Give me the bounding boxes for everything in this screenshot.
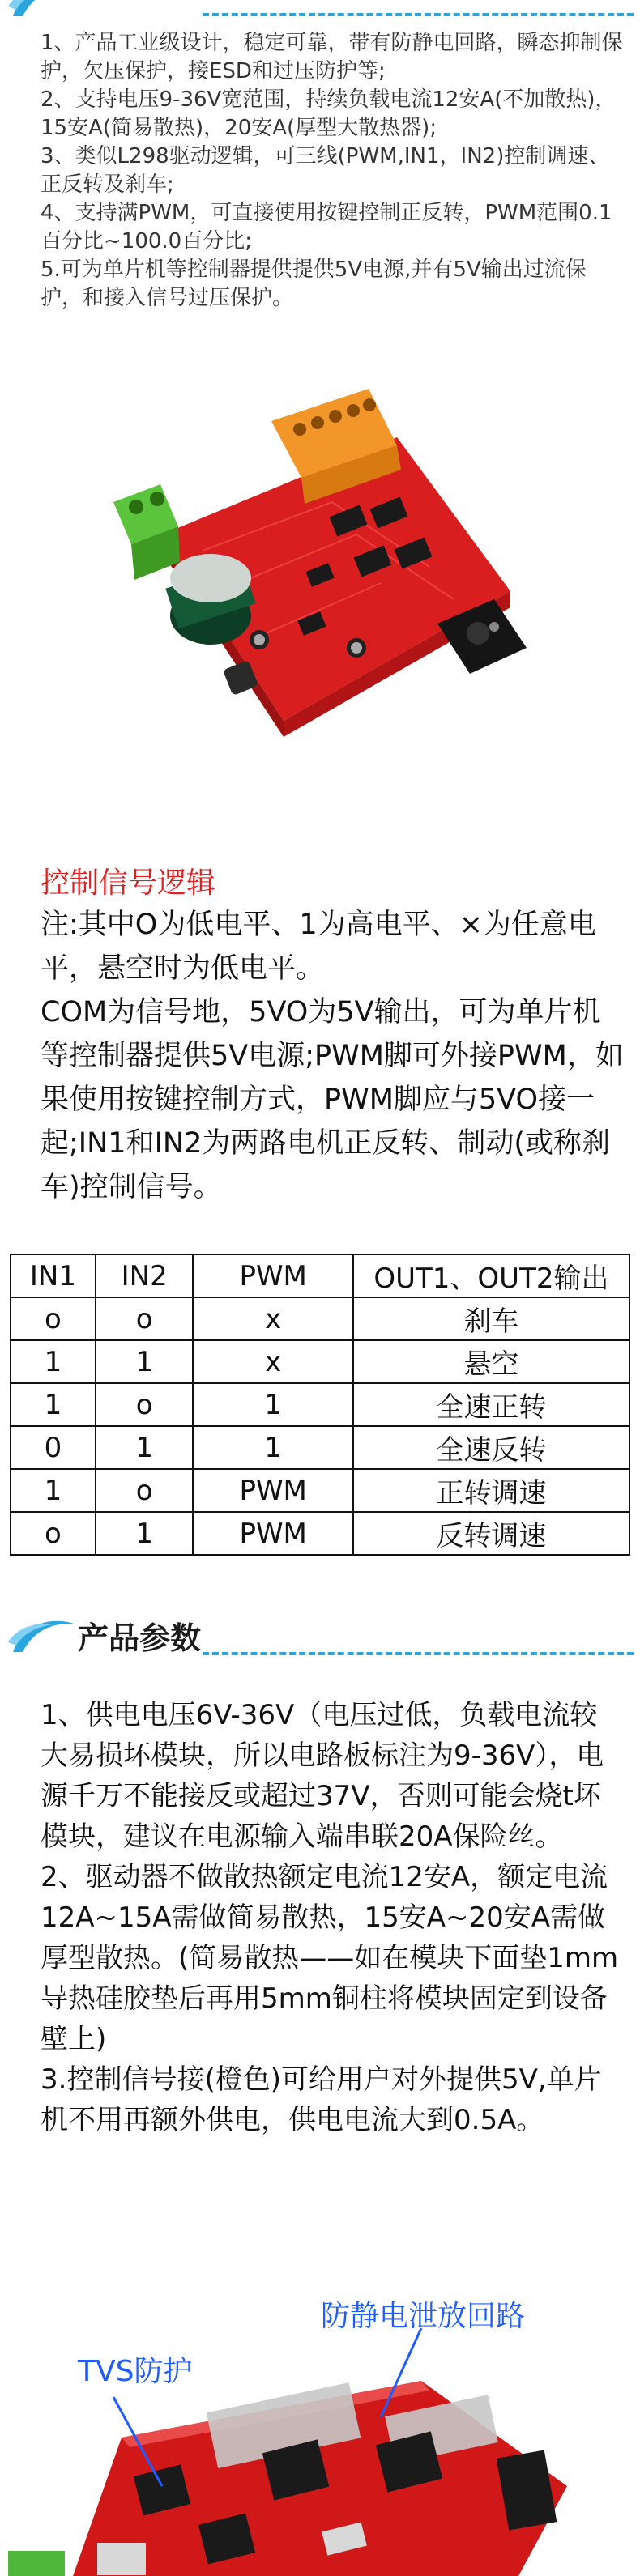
table-cell: 1 (193, 1383, 352, 1426)
control-note: 注:其中O为低电平、1为高电平、×为任意电平，悬空时为低电平。 (41, 909, 596, 985)
table-row (11, 1340, 629, 1383)
logic-table (10, 1254, 630, 1556)
swoosh-icon (5, 1610, 78, 1658)
table-cell: o (11, 1297, 96, 1340)
board-photo-closeup (0, 2284, 640, 2576)
feature-item: 1、产品工业级设计，稳定可靠，带有防静电回路，瞬态抑制保护，欠压保护，接ESD和过压防护等; (41, 31, 623, 83)
table-cell: o (11, 1512, 96, 1555)
table-cell: o (96, 1297, 194, 1340)
table-cell: 正转调速 (353, 1469, 629, 1512)
table-cell: 1 (193, 1426, 352, 1469)
table-header-cell: IN2 (96, 1254, 194, 1297)
table-row (11, 1426, 629, 1469)
param-item: 3.控制信号接(橙色)可给用户对外提供5V,单片机不用再额外供电，供电电流大到0.5A。 (41, 2063, 602, 2136)
control-description: COM为信号地，5VO为5V输出，可为单片机等控制器提供5V电源;PWM脚可外接PWM，如果使用按键控制方式，PWM脚应与5VO接一起;IN1和IN2为两路电机正反转、制动(或称刹车)控制信号。 (41, 996, 624, 1203)
params-text (41, 1695, 624, 2140)
features-header (0, 0, 640, 23)
table-cell: o (96, 1469, 194, 1512)
table-cell: x (193, 1340, 352, 1383)
table-cell: o (96, 1383, 194, 1426)
table-cell: 全速反转 (353, 1426, 629, 1469)
control-logic-title: 控制信号逻辑 (41, 866, 216, 900)
feature-item: 5.可为单片机等控制器提供提供5V电源,并有5V输出过流保护，和接入信号过压保护。 (41, 258, 587, 310)
feature-item: 4、支持满PWM，可直接使用按键控制正反转，PWM范围0.1百分比~100.0百分比; (41, 201, 612, 253)
control-logic-text (41, 903, 624, 1209)
params-header (0, 1610, 640, 1658)
feature-item: 2、支持电压9-36V宽范围，持续负载电流12安A(不加散热)，15安A(简易散热)，20安A(厚型大散热器); (41, 87, 617, 140)
table-cell: 0 (11, 1426, 96, 1469)
table-row (11, 1383, 629, 1426)
header-dash-line (203, 1652, 634, 1655)
feature-list (41, 29, 624, 313)
table-row (11, 1469, 629, 1512)
table-cell: 刹车 (353, 1297, 629, 1340)
table-row (11, 1297, 629, 1340)
feature-item: 3、类似L298驱动逻辑，可三线(PWM,IN1，IN2)控制调速、正反转及刹车; (41, 144, 610, 197)
table-cell: 1 (96, 1426, 194, 1469)
param-item: 2、驱动器不做散热额定电流12安A，额定电流12A~15A需做简易散热，15安A~20安A需做厚型散热。(简易散热——如在模块下面垫1mm导热硅胶垫后再用5mm铜柱将模块固定到设备壁上) (41, 1861, 619, 2055)
table-cell: 1 (11, 1383, 96, 1426)
table-cell: PWM (193, 1469, 352, 1512)
table-cell: 1 (96, 1340, 194, 1383)
table-cell: x (193, 1297, 352, 1340)
board-photo-top (89, 381, 551, 834)
params-title: 产品参数 (78, 1620, 202, 1656)
table-header-cell: OUT1、OUT2输出 (353, 1254, 629, 1297)
table-cell: 1 (96, 1512, 194, 1555)
table-header-row (11, 1254, 629, 1297)
table-cell: 反转调速 (353, 1512, 629, 1555)
table-header-cell: IN1 (11, 1254, 96, 1297)
table-header-cell: PWM (193, 1254, 352, 1297)
table-cell: 全速正转 (353, 1383, 629, 1426)
label-tvs: TVS防护 (78, 2355, 193, 2388)
label-static-discharge: 防静电泄放回路 (321, 2300, 526, 2333)
swoosh-icon (5, 0, 78, 23)
header-dash-line (203, 13, 634, 16)
table-cell: 1 (11, 1469, 96, 1512)
param-item: 1、供电电压6V-36V（电压过低，负载电流较大易损坏模块，所以电路板标注为9-36V），电源千万不能接反或超过37V，否则可能会烧t坏模块，建议在电源输入端串联20A保险丝。 (41, 1699, 604, 1853)
table-cell: 1 (11, 1340, 96, 1383)
table-cell: 悬空 (353, 1340, 629, 1383)
table-row (11, 1512, 629, 1555)
table-cell: PWM (193, 1512, 352, 1555)
